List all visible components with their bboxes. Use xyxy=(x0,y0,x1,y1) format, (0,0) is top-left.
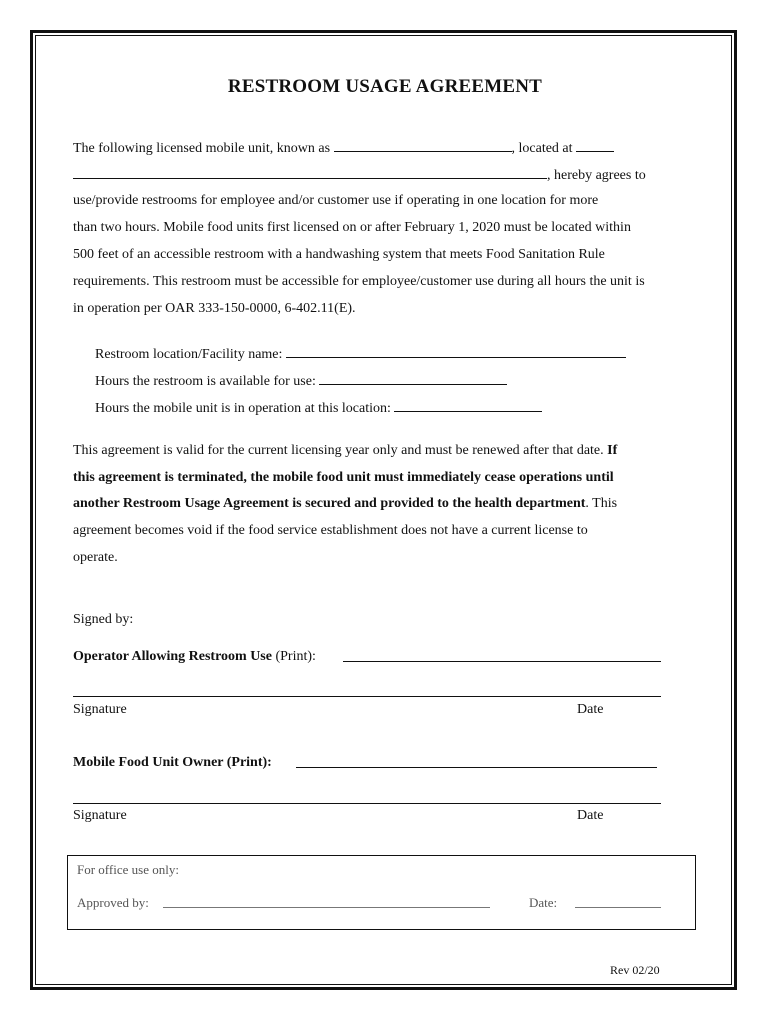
office-date-label: Date: xyxy=(529,895,558,910)
para2-line5: operate. xyxy=(73,550,118,565)
owner-date-label: Date xyxy=(577,808,604,823)
facility-name-field[interactable] xyxy=(286,345,626,358)
para1-line7: in operation per OAR 333-150-0000, 6-402.11(E). xyxy=(73,301,356,316)
operator-name-field[interactable] xyxy=(343,661,661,662)
facility-label: Restroom location/Facility name: xyxy=(95,347,283,362)
owner-signature-label: Signature xyxy=(73,808,127,823)
para2-text: . This xyxy=(585,496,618,511)
para2-text: This agreement is valid for the current licensing year only and must be renewed after that date. xyxy=(73,443,604,458)
approved-by-label: Approved by: xyxy=(77,895,149,910)
owner-name-field[interactable] xyxy=(296,767,657,768)
operator-label: Operator Allowing Restroom Use xyxy=(73,649,272,664)
para2-line4: agreement becomes void if the food service establishment does not have a current license to xyxy=(73,523,588,538)
unit-hours-label: Hours the mobile unit is in operation at this location: xyxy=(95,401,391,416)
para1-line4: than two hours. Mobile food units first licensed on or after February 1, 2020 must be located within xyxy=(73,220,631,235)
para2-bold: If xyxy=(607,443,618,458)
para2-line3 xyxy=(73,496,617,512)
para1-line5: 500 feet of an accessible restroom with a handwashing system that meets Food Sanitation Rule xyxy=(73,247,605,262)
operator-row xyxy=(73,649,316,665)
para1-text: , hereby agrees to xyxy=(547,168,646,183)
unit-hours-field[interactable] xyxy=(394,399,542,412)
owner-label: Mobile Food Unit Owner (Print): xyxy=(73,755,272,770)
para1-line6: requirements. This restroom must be accessible for employee/customer use during all hours the unit is xyxy=(73,274,645,289)
operator-date-label: Date xyxy=(577,702,604,717)
para1-text: The following licensed mobile unit, known as xyxy=(73,141,334,156)
operator-print-label: (Print): xyxy=(271,649,316,664)
signed-by-label: Signed by: xyxy=(73,612,134,627)
operator-signature-line[interactable] xyxy=(73,696,661,697)
operator-signature-label: Signature xyxy=(73,702,127,717)
para1-line1 xyxy=(73,139,614,157)
restroom-hours-field[interactable] xyxy=(319,372,507,385)
restroom-hours-label: Hours the restroom is available for use: xyxy=(95,374,316,389)
approved-by-field[interactable] xyxy=(163,907,490,908)
office-date-field[interactable] xyxy=(575,907,661,908)
facility-row xyxy=(95,345,626,363)
para1-text: , located at xyxy=(511,141,577,156)
document-title: RESTROOM USAGE AGREEMENT xyxy=(227,76,543,97)
para1-line2 xyxy=(73,166,646,184)
unit-hours-row xyxy=(95,399,542,417)
para2-line2: this agreement is terminated, the mobile food unit must immediately cease operations until xyxy=(73,470,614,485)
location-field-start[interactable] xyxy=(576,139,614,152)
para2-line1 xyxy=(73,443,617,459)
restroom-hours-row xyxy=(95,372,507,390)
owner-signature-line[interactable] xyxy=(73,803,661,804)
location-field[interactable] xyxy=(73,166,547,179)
office-use-header: For office use only: xyxy=(77,862,179,877)
para2-bold: another Restroom Usage Agreement is secured and provided to the health department xyxy=(73,496,586,511)
mobile-unit-name-field[interactable] xyxy=(334,139,512,152)
revision-label: Rev 02/20 xyxy=(610,963,660,977)
para1-line3: use/provide restrooms for employee and/or customer use if operating in one location for more xyxy=(73,193,599,208)
